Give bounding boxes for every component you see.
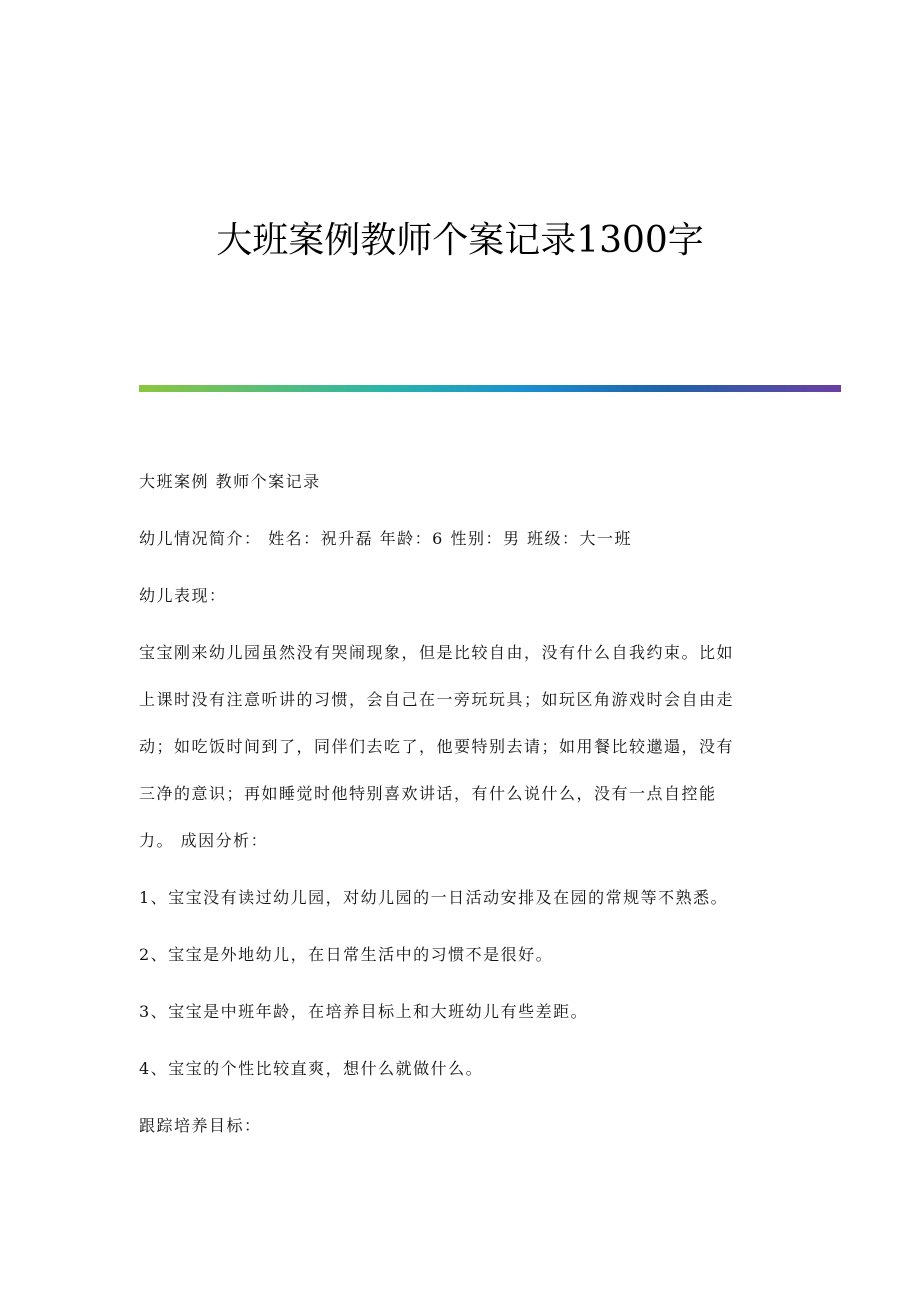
paragraph-line: 力。 成因分析： (139, 831, 269, 850)
performance-heading: 幼儿表现： (139, 586, 227, 605)
paragraph-line: 三净的意识；再如睡觉时他特别喜欢讲话，有什么说什么，没有一点自控能 (139, 784, 717, 803)
paragraph-line: 宝宝刚来幼儿园虽然没有哭闹现象，但是比较自由，没有什么自我约束。比如 (139, 643, 735, 662)
title-divider (139, 385, 841, 392)
document-body (139, 466, 779, 1167)
paragraph-line: 上课时没有注意听讲的习惯，会自己在一旁玩玩具；如玩区角游戏时会自由走 (139, 690, 735, 709)
cause-item: 1、宝宝没有读过幼儿园，对幼儿园的一日活动安排及在园的常规等不熟悉。 (139, 888, 729, 907)
section-heading: 大班案例 教师个案记录 (139, 472, 321, 491)
goals-heading: 跟踪培养目标： (139, 1116, 262, 1135)
cause-item: 4、宝宝的个性比较直爽，想什么就做什么。 (139, 1059, 484, 1078)
cause-item: 2、宝宝是外地幼儿，在日常生活中的习惯不是很好。 (139, 945, 554, 964)
performance-paragraph (139, 637, 779, 857)
paragraph-line: 动；如吃饭时间到了，同伴们去吃了，他要特别去请；如用餐比较邋遢，没有 (139, 737, 735, 756)
cause-item: 3、宝宝是中班年龄，在培养目标上和大班幼儿有些差距。 (139, 1002, 589, 1021)
child-intro: 幼儿情况简介： 姓名：祝升磊 年龄：6 性别：男 班级：大一班 (139, 529, 633, 548)
page-title: 大班案例教师个案记录1300字 (216, 220, 704, 261)
